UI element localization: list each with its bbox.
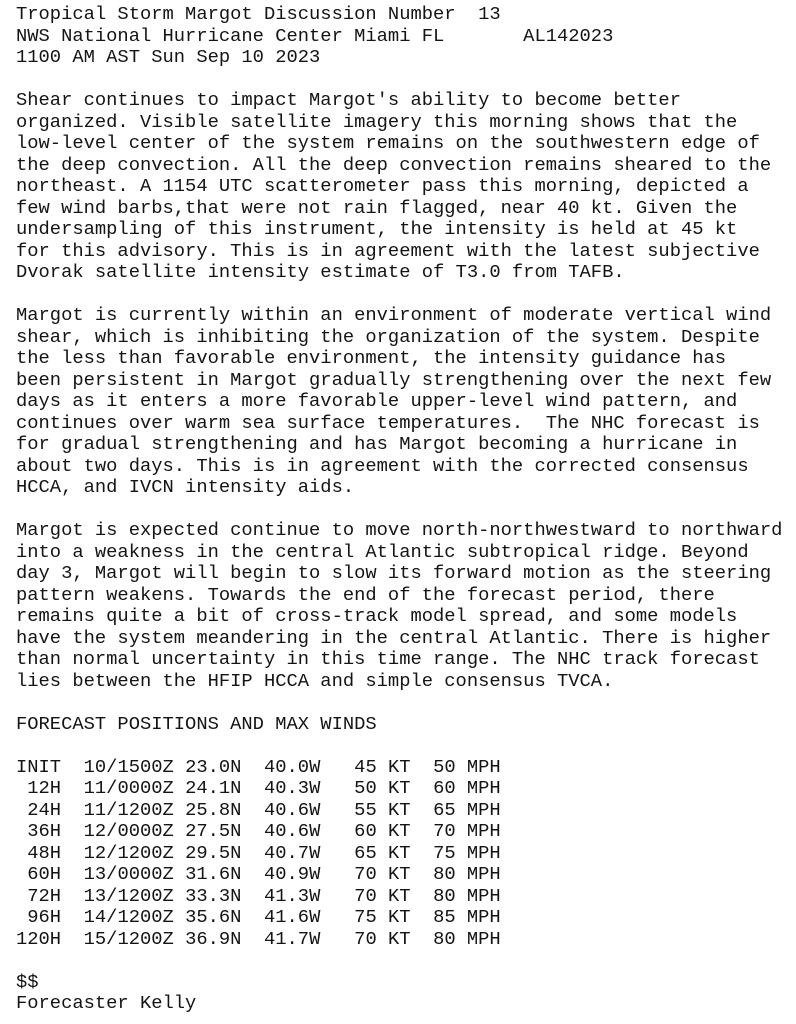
wind-kt: 45 KT bbox=[354, 755, 411, 778]
paragraph-line: Margot is currently within an environment of moderate vertical wind bbox=[16, 304, 772, 326]
spacer bbox=[16, 692, 792, 714]
paragraph-line: for this advisory. This is in agreement with the latest subjective bbox=[16, 239, 760, 262]
discussion-document bbox=[16, 4, 792, 1015]
paragraph-line: HCCA, and IVCN intensity aids. bbox=[16, 476, 355, 498]
latitude: 36.9N bbox=[185, 927, 242, 950]
paragraph-line: Margot is expected continue to move north-northwestward to northward bbox=[16, 519, 783, 541]
paragraph-line: remains quite a bit of cross-track model spread, and some models bbox=[16, 605, 738, 627]
longitude: 40.3W bbox=[264, 777, 321, 799]
forecast-row bbox=[16, 843, 792, 865]
column-gap bbox=[241, 863, 264, 885]
column-gap bbox=[241, 885, 264, 907]
column-gap bbox=[61, 777, 84, 799]
latitude: 31.6N bbox=[185, 863, 242, 885]
forecast-hour: 48H bbox=[16, 841, 62, 864]
paragraph-line: into a weakness in the central Atlantic subtropical ridge. Beyond bbox=[16, 540, 749, 563]
column-gap bbox=[241, 842, 264, 864]
paragraph-line: the deep convection. All the deep convection remains sheared to the bbox=[16, 153, 772, 176]
longitude: 40.0W bbox=[264, 755, 321, 778]
paragraph-line: northeast. A 1154 UTC scatterometer pass this morning, depicted a bbox=[16, 175, 749, 197]
column-gap bbox=[241, 906, 264, 928]
column-gap bbox=[174, 756, 185, 778]
wind-mph: 50 MPH bbox=[433, 755, 501, 778]
paragraph-line: Dvorak satellite intensity estimate of T3.0 from TAFB. bbox=[16, 261, 625, 283]
column-gap bbox=[411, 820, 434, 842]
wind-kt: 60 KT bbox=[354, 820, 411, 842]
longitude: 40.7W bbox=[264, 841, 321, 864]
column-gap bbox=[411, 885, 434, 907]
valid-time: 13/1200Z bbox=[83, 884, 174, 907]
wind-mph: 65 MPH bbox=[433, 798, 501, 821]
spacer bbox=[16, 950, 792, 972]
valid-time: 11/1200Z bbox=[83, 798, 174, 821]
column-gap bbox=[320, 885, 354, 907]
column-gap bbox=[61, 928, 84, 950]
forecast-hour: 36H bbox=[16, 820, 62, 842]
valid-time: 14/1200Z bbox=[83, 906, 174, 928]
column-gap bbox=[320, 777, 354, 799]
column-gap bbox=[174, 799, 185, 821]
paragraph-line: Shear continues to impact Margot's ability to become better bbox=[16, 89, 681, 111]
column-gap bbox=[174, 906, 185, 928]
column-gap bbox=[174, 928, 185, 950]
column-gap bbox=[241, 928, 264, 950]
column-gap bbox=[241, 820, 264, 842]
issue-time: 1100 AM AST Sun Sep 10 2023 bbox=[16, 46, 321, 68]
forecast-row bbox=[16, 907, 792, 929]
forecast-table bbox=[16, 757, 792, 951]
longitude: 40.6W bbox=[264, 798, 321, 821]
wind-kt: 50 KT bbox=[354, 777, 411, 799]
wind-kt: 70 KT bbox=[354, 927, 411, 950]
paragraph-line: been persistent in Margot gradually strengthening over the next few bbox=[16, 368, 772, 391]
wind-kt: 70 KT bbox=[354, 863, 411, 885]
column-gap bbox=[174, 777, 185, 799]
forecast-row bbox=[16, 800, 792, 822]
paragraph-line: continues over warm sea surface temperatures. The NHC forecast is bbox=[16, 411, 760, 434]
spacer bbox=[16, 69, 792, 91]
column-gap bbox=[61, 820, 84, 842]
column-gap bbox=[411, 777, 434, 799]
forecast-hour: INIT bbox=[16, 755, 62, 778]
latitude: 29.5N bbox=[185, 841, 242, 864]
paragraph-line: organized. Visible satellite imagery this morning shows that the bbox=[16, 110, 738, 133]
paragraph-1 bbox=[16, 90, 792, 284]
column-gap bbox=[61, 799, 84, 821]
column-gap bbox=[320, 820, 354, 842]
column-gap bbox=[411, 906, 434, 928]
spacer bbox=[16, 735, 792, 757]
column-gap bbox=[320, 799, 354, 821]
forecast-heading: FORECAST POSITIONS AND MAX WINDS bbox=[16, 712, 377, 735]
forecast-row bbox=[16, 757, 792, 779]
longitude: 40.9W bbox=[264, 863, 321, 885]
paragraph-line: the less than favorable environment, the intensity guidance has bbox=[16, 347, 727, 369]
latitude: 24.1N bbox=[185, 777, 242, 799]
longitude: 41.7W bbox=[264, 927, 321, 950]
column-gap bbox=[174, 885, 185, 907]
paragraph-line: lies between the HFIP HCCA and simple consensus TVCA. bbox=[16, 669, 614, 692]
paragraph-line: low-level center of the system remains on the southwestern edge of bbox=[16, 132, 760, 154]
wind-kt: 65 KT bbox=[354, 841, 411, 864]
latitude: 25.8N bbox=[185, 798, 242, 821]
column-gap bbox=[174, 863, 185, 885]
column-gap bbox=[61, 906, 84, 928]
forecast-hour: 12H bbox=[16, 777, 62, 799]
forecast-row bbox=[16, 778, 792, 800]
column-gap bbox=[241, 799, 264, 821]
column-gap bbox=[174, 842, 185, 864]
paragraph-line: undersampling of this instrument, the intensity is held at 45 kt bbox=[16, 218, 738, 240]
discussion-title: Tropical Storm Margot Discussion Number 13 bbox=[16, 3, 501, 25]
column-gap bbox=[411, 842, 434, 864]
latitude: 23.0N bbox=[185, 755, 242, 778]
forecast-row bbox=[16, 864, 792, 886]
wind-mph: 70 MPH bbox=[433, 820, 501, 842]
column-gap bbox=[241, 777, 264, 799]
paragraph-line: for gradual strengthening and has Margot becoming a hurricane in bbox=[16, 433, 738, 455]
wind-mph: 80 MPH bbox=[433, 863, 501, 885]
latitude: 35.6N bbox=[185, 906, 242, 928]
forecaster-name: Forecaster Kelly bbox=[16, 992, 197, 1014]
valid-time: 11/0000Z bbox=[83, 777, 174, 799]
column-gap bbox=[411, 799, 434, 821]
paragraph-2 bbox=[16, 305, 792, 499]
valid-time: 13/0000Z bbox=[83, 863, 174, 885]
issuing-office: NWS National Hurricane Center Miami FL AL142023 bbox=[16, 24, 614, 47]
forecast-row bbox=[16, 821, 792, 843]
forecast-hour: 96H bbox=[16, 906, 62, 928]
column-gap bbox=[320, 863, 354, 885]
forecast-hour: 24H bbox=[16, 798, 62, 821]
column-gap bbox=[320, 928, 354, 950]
wind-mph: 85 MPH bbox=[433, 906, 501, 928]
paragraph-line: about two days. This is in agreement with the corrected consensus bbox=[16, 454, 749, 477]
paragraph-line: day 3, Margot will begin to slow its forward motion as the steering bbox=[16, 562, 772, 584]
longitude: 40.6W bbox=[264, 820, 321, 842]
column-gap bbox=[61, 756, 84, 778]
latitude: 27.5N bbox=[185, 820, 242, 842]
wind-kt: 70 KT bbox=[354, 884, 411, 907]
column-gap bbox=[411, 928, 434, 950]
forecast-hour: 120H bbox=[16, 927, 62, 950]
forecast-hour: 72H bbox=[16, 884, 62, 907]
valid-time: 12/1200Z bbox=[83, 841, 174, 864]
spacer bbox=[16, 499, 792, 521]
column-gap bbox=[241, 756, 264, 778]
longitude: 41.3W bbox=[264, 884, 321, 907]
valid-time: 15/1200Z bbox=[83, 927, 174, 950]
forecast-row bbox=[16, 929, 792, 951]
wind-mph: 80 MPH bbox=[433, 927, 501, 950]
wind-kt: 75 KT bbox=[354, 906, 411, 928]
paragraph-line: few wind barbs,that were not rain flagged, near 40 kt. Given the bbox=[16, 196, 738, 219]
wind-mph: 80 MPH bbox=[433, 884, 501, 907]
column-gap bbox=[61, 885, 84, 907]
longitude: 41.6W bbox=[264, 906, 321, 928]
wind-kt: 55 KT bbox=[354, 798, 411, 821]
forecast-hour: 60H bbox=[16, 863, 62, 885]
column-gap bbox=[174, 820, 185, 842]
column-gap bbox=[61, 842, 84, 864]
paragraph-3 bbox=[16, 520, 792, 692]
paragraph-line: than normal uncertainty in this time range. The NHC track forecast bbox=[16, 648, 760, 670]
column-gap bbox=[411, 863, 434, 885]
paragraph-line: shear, which is inhibiting the organization of the system. Despite bbox=[16, 325, 760, 348]
column-gap bbox=[61, 863, 84, 885]
column-gap bbox=[320, 906, 354, 928]
spacer bbox=[16, 284, 792, 306]
wind-mph: 75 MPH bbox=[433, 841, 501, 864]
paragraph-line: days as it enters a more favorable upper-level wind pattern, and bbox=[16, 390, 738, 412]
product-terminator: $$ bbox=[16, 970, 39, 993]
column-gap bbox=[320, 842, 354, 864]
paragraph-line: have the system meandering in the central Atlantic. There is higher bbox=[16, 626, 772, 649]
wind-mph: 60 MPH bbox=[433, 777, 501, 799]
forecast-row bbox=[16, 886, 792, 908]
latitude: 33.3N bbox=[185, 884, 242, 907]
column-gap bbox=[320, 756, 354, 778]
paragraph-line: pattern weakens. Towards the end of the forecast period, there bbox=[16, 583, 715, 606]
column-gap bbox=[411, 756, 434, 778]
valid-time: 10/1500Z bbox=[83, 755, 174, 778]
valid-time: 12/0000Z bbox=[83, 820, 174, 842]
